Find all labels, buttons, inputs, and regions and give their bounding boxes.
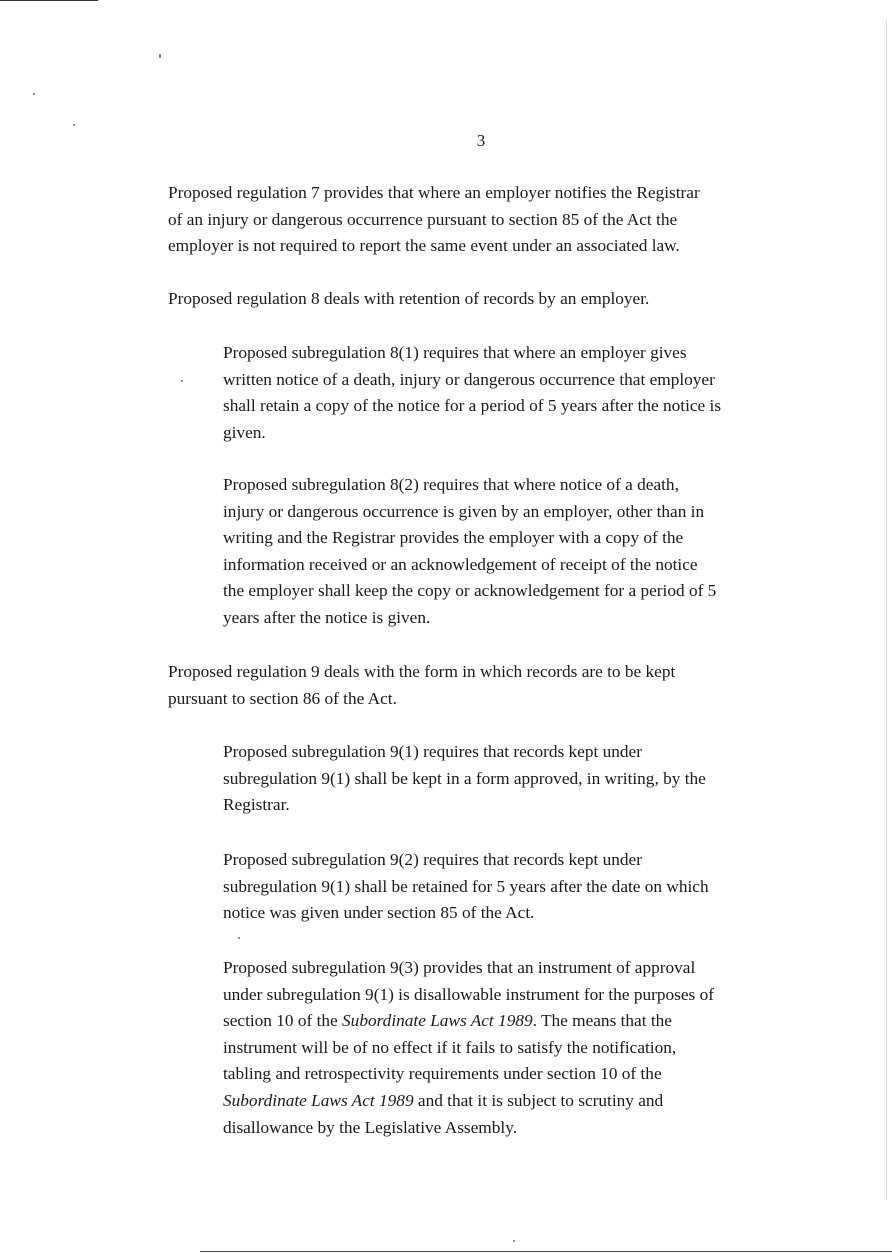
scan-speck <box>513 1240 515 1242</box>
text-line: Proposed subregulation 9(3) provides that an instrument of approval <box>223 958 696 977</box>
text-line: employer is not required to report the same event under an associated law. <box>168 236 680 256</box>
scan-speck <box>33 93 35 95</box>
text-line: given. <box>223 422 266 442</box>
text-line: instrument will be of no effect if it fails to satisfy the notification, <box>223 1037 677 1057</box>
text-line: of an injury or dangerous occurrence pursuant to section 85 of the Act the <box>168 209 678 229</box>
text-fragment: and that it is subject to scrutiny and <box>413 1090 664 1110</box>
scan-speck <box>238 937 240 939</box>
text-line: Proposed regulation 9 deals with the form in which records are to be kept <box>168 662 676 681</box>
paragraph-subregulation-9-3 <box>223 955 714 1141</box>
text-line: Registrar. <box>223 795 290 815</box>
text-fragment: . The means that the <box>532 1011 672 1031</box>
paragraph-subregulation-9-2 <box>223 847 709 927</box>
page-number: 3 <box>476 131 486 150</box>
text-line: subregulation 9(1) shall be kept in a form approved, in writing, by the <box>223 768 706 788</box>
text-line: subregulation 9(1) shall be retained for 5 years after the date on which <box>223 876 709 896</box>
text-line: Proposed regulation 7 provides that where an employer notifies the Registrar <box>168 183 700 202</box>
scan-artifact-top-rule <box>0 0 98 1</box>
scan-speck <box>73 124 75 126</box>
text-line: the employer shall keep the copy or acknowledgement for a period of 5 <box>223 581 717 601</box>
text-line: Proposed subregulation 9(1) requires that records kept under <box>223 742 642 761</box>
text-line: years after the notice is given. <box>223 607 431 627</box>
text-line: under subregulation 9(1) is disallowable instrument for the purposes of <box>223 984 714 1004</box>
text-line: information received or an acknowledgement of receipt of the notice <box>223 554 698 574</box>
scan-speck <box>159 54 161 58</box>
text-line: written notice of a death, injury or dangerous occurrence that employer <box>223 369 715 389</box>
text-line-with-act-title <box>223 1008 714 1035</box>
scan-artifact-right-edge <box>886 20 887 1200</box>
text-line: Proposed subregulation 9(2) requires that records kept under <box>223 850 642 869</box>
text-line-with-act-title <box>223 1088 714 1115</box>
text-line: injury or dangerous occurrence is given by an employer, other than in <box>223 501 705 521</box>
paragraph-regulation-9 <box>168 659 675 712</box>
paragraph-regulation-7 <box>168 180 700 260</box>
text-line: Proposed subregulation 8(2) requires that where notice of a death, <box>223 475 679 494</box>
paragraph-subregulation-8-1 <box>223 340 721 446</box>
text-line: Proposed regulation 8 deals with retention of records by an employer. <box>168 289 650 308</box>
scan-speck <box>181 380 183 382</box>
scan-artifact-bottom-rule <box>200 1251 892 1252</box>
text-line: disallowance by the Legislative Assembly. <box>223 1117 518 1137</box>
act-title-italic: Subordinate Laws Act 1989 <box>223 1090 414 1110</box>
act-title-italic: Subordinate Laws Act 1989 <box>342 1011 533 1031</box>
text-line: Proposed subregulation 8(1) requires that where an employer gives <box>223 343 687 362</box>
text-line: writing and the Registrar provides the employer with a copy of the <box>223 528 684 548</box>
text-line: pursuant to section 86 of the Act. <box>168 688 397 708</box>
text-line: tabling and retrospectivity requirements under section 10 of the <box>223 1064 662 1084</box>
text-fragment: section 10 of the <box>223 1011 343 1031</box>
paragraph-subregulation-9-1 <box>223 739 706 819</box>
text-line: notice was given under section 85 of the Act. <box>223 903 535 923</box>
paragraph-regulation-8 <box>168 286 649 313</box>
paragraph-subregulation-8-2 <box>223 472 716 632</box>
text-line: shall retain a copy of the notice for a period of 5 years after the notice is <box>223 396 722 416</box>
